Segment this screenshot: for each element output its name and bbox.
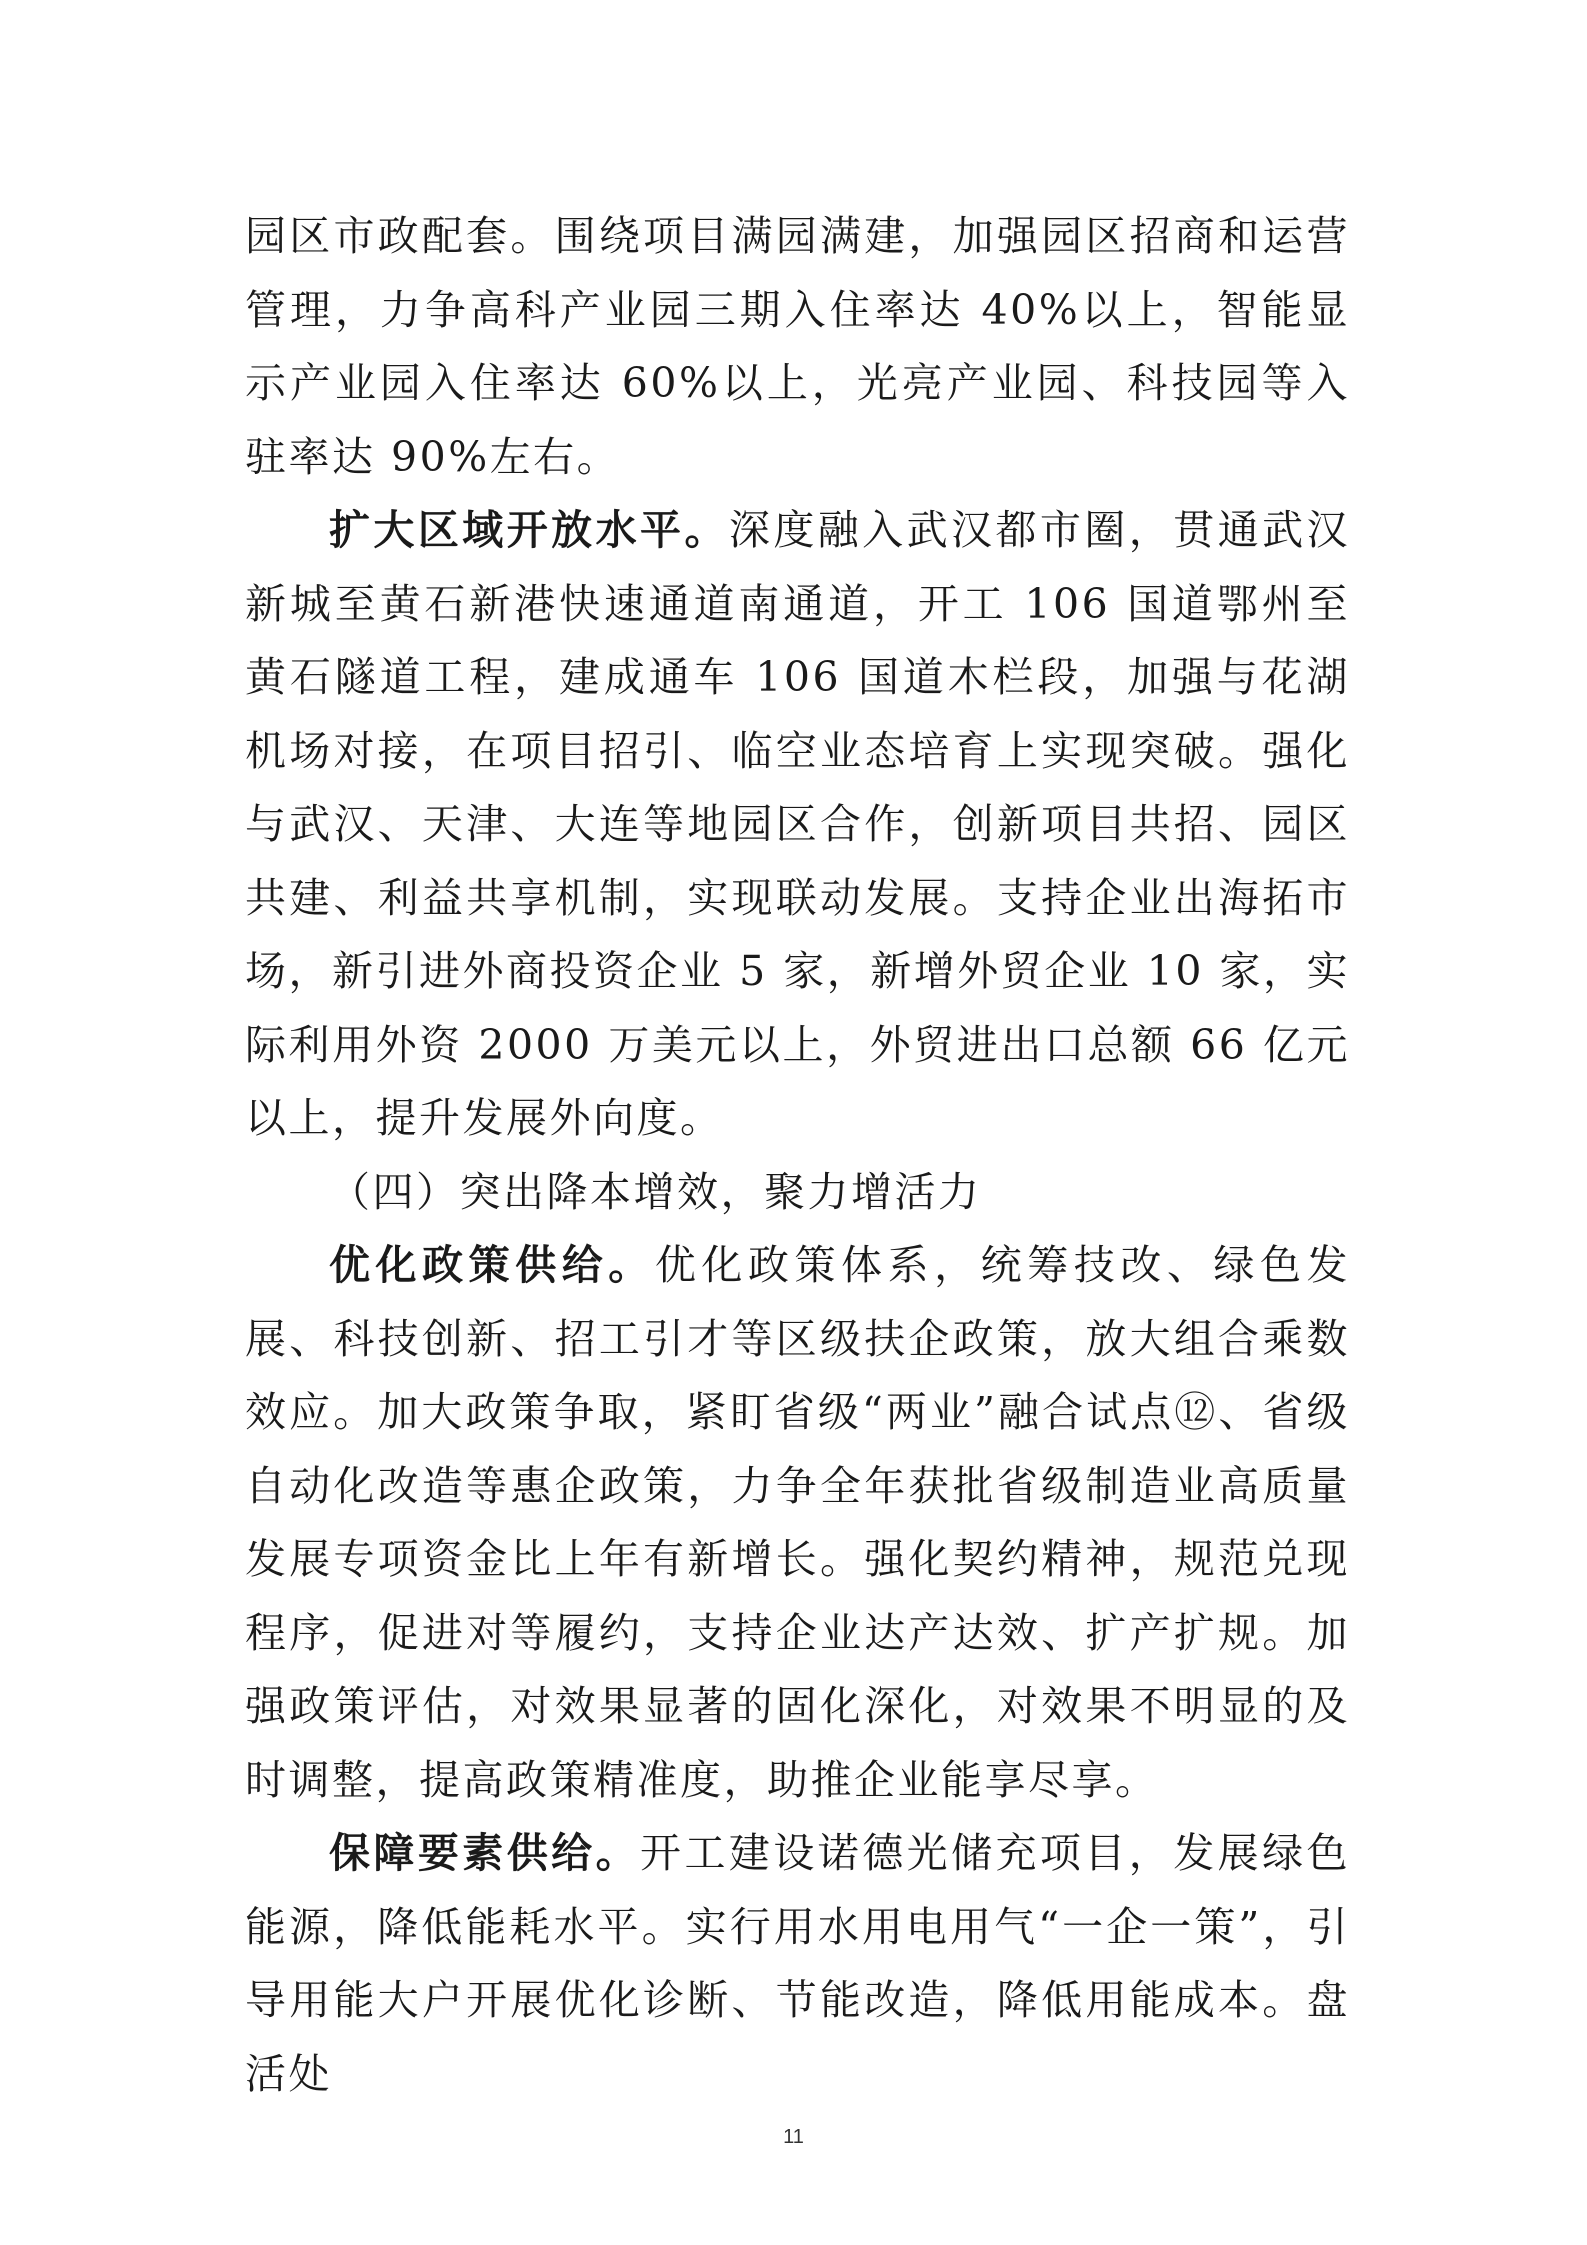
paragraph-regional-opening — [245, 494, 1350, 1156]
paragraph-text: 开工建设诺德光储充项目，发展绿色能源，降低能耗水平。实行用水用电用气“一企一策”，引导用能大户开展优化诊断、节能改造，降低用能成本。盘活处 — [245, 1829, 1351, 2098]
paragraph-text: 深度融入武汉都市圈，贯通武汉新城至黄石新港快速通道南通道，开工 106 国道鄂州至黄石隧道工程，建成通车 106 国道木栏段，加强与花湖机场对接，在项目招引、临空业态培育上实现突破。强化与武汉、天津、大连等地园区合作，创新项目共招、园区共建、利益共享机制，实现联动发展。支持企业出海拓市场，新引进外商投资企业 5 家，新增外贸企业 10 家，实际利用外资 2000 万美元以上，外贸进出口总额 66 亿元以上，提升发展外向度。 — [245, 506, 1351, 1142]
paragraph-park-occupancy — [245, 200, 1350, 494]
paragraph-text: 优化政策体系，统筹技改、绿色发展、科技创新、招工引才等区级扶企政策，放大组合乘数效应。加大政策争取，紧盯省级“两业”融合试点⑫、省级自动化改造等惠企政策，力争全年获批省级制造业高质量发展专项资金比上年有新增长。强化契约精神，规范兑现程序，促进对等履约，支持企业达产达效、扩产扩规。加强政策评估，对效果显著的固化深化，对效果不明显的及时调整，提高政策精准度，助推企业能享尽享。 — [245, 1241, 1351, 1804]
section-heading-text: （四）突出降本增效，聚力增活力 — [329, 1167, 982, 1216]
paragraph-text: 园区市政配套。围绕项目满园满建，加强园区招商和运营管理，力争高科产业园三期入住率达 40%以上，智能显示产业园入住率达 60%以上，光亮产业园、科技园等入驻率达 90%左右。 — [245, 212, 1350, 481]
paragraph-policy-supply — [245, 1229, 1350, 1817]
section-heading — [245, 1156, 1350, 1230]
paragraph-factor-supply — [245, 1817, 1350, 2111]
document-body — [245, 200, 1350, 2111]
paragraph-lead: 保障要素供给。 — [329, 1829, 641, 1877]
paragraph-lead: 扩大区域开放水平。 — [329, 506, 729, 554]
page-number: 11 — [783, 2126, 804, 2148]
paragraph-lead: 优化政策供给。 — [329, 1241, 655, 1289]
